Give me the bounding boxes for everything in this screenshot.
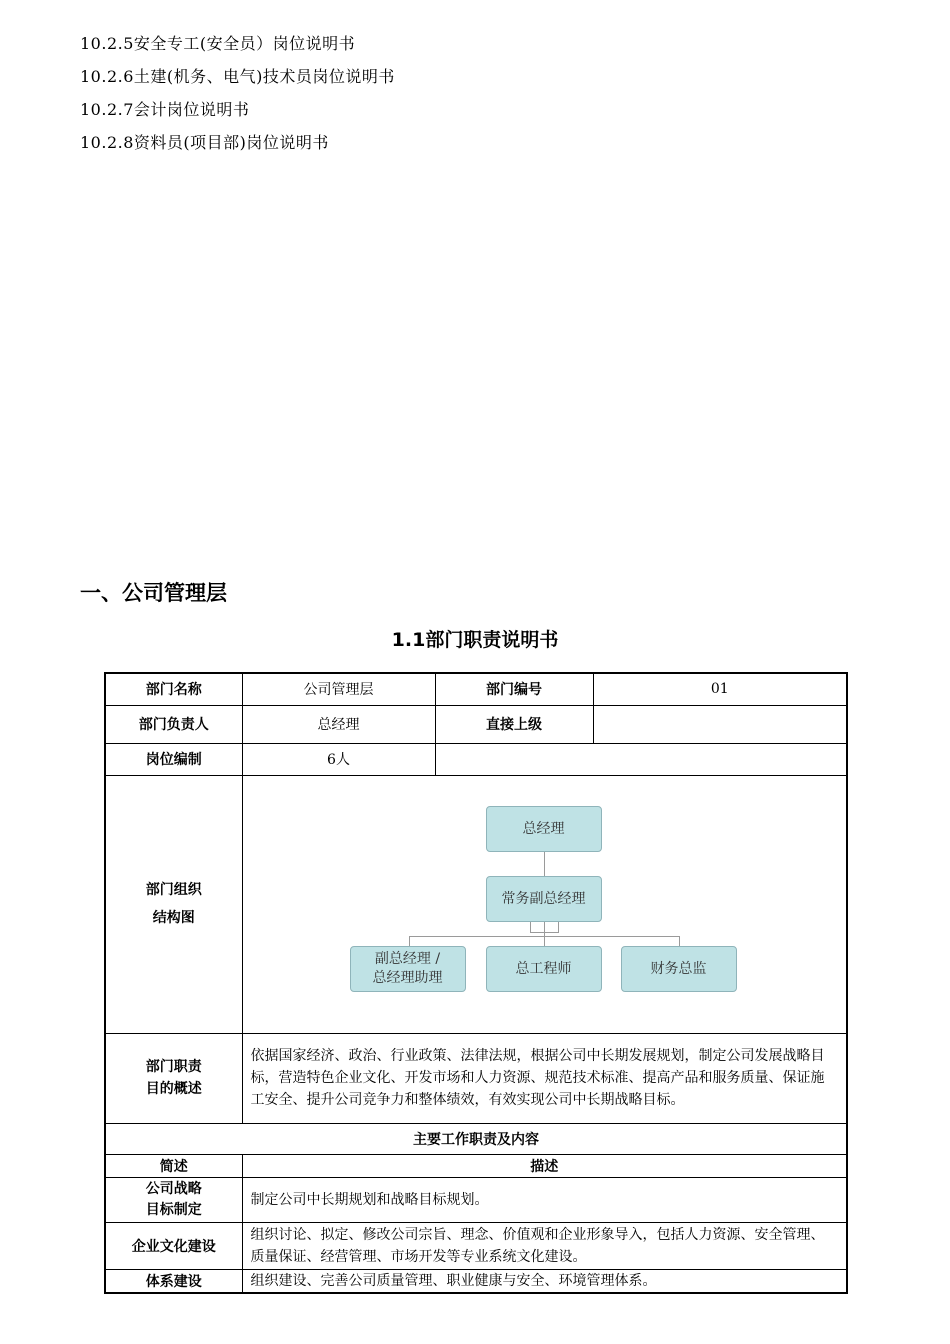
org-chart-cell	[242, 775, 847, 1033]
dept-name-label: 部门名称	[105, 673, 242, 705]
org-node-executive-deputy	[486, 876, 602, 922]
table-row	[105, 1269, 847, 1293]
row-brief	[105, 1177, 242, 1222]
org-node-cfo	[621, 946, 737, 992]
org-node-chief-engineer	[486, 946, 602, 992]
toc-item: 10.2.6土建(机务、电气)技术员岗位说明书	[80, 67, 395, 86]
toc-item: 10.2.8资料员(项目部)岗位说明书	[80, 133, 329, 152]
dept-name-value: 公司管理层	[242, 673, 435, 705]
row-description: 组织讨论、拟定、修改公司宗旨、理念、价值观和企业形象导入，包括人力资源、安全管理、质量保证、经营管理、市场开发等专业系统文化建设。	[242, 1222, 847, 1269]
org-node-label: 财务总监	[650, 960, 707, 977]
purpose-label-line2: 目的概述	[145, 1081, 202, 1097]
connector-line	[409, 936, 410, 946]
org-node-label: 总经理	[522, 820, 565, 837]
org-node-general-manager	[486, 806, 602, 852]
org-node-deputy-gm	[350, 946, 466, 992]
toc-list	[80, 30, 395, 162]
table-row	[105, 1222, 847, 1269]
row-description: 制定公司中长期规划和战略目标规划。	[242, 1177, 847, 1222]
org-chart-label	[105, 775, 242, 1033]
connector-line	[530, 932, 559, 933]
org-node-label: 总工程师	[515, 960, 572, 977]
org-node-label: 常务副总经理	[501, 890, 586, 907]
table-row	[105, 1177, 847, 1222]
org-chart-label-line1: 部门组织	[145, 882, 202, 898]
row-brief-line: 公司战略	[145, 1180, 202, 1197]
purpose-label	[105, 1033, 242, 1123]
purpose-text: 依据国家经济、政治、行业政策、法律法规，根据公司中长期发展规划，制定公司发展战略目标，营造特色企业文化、开发市场和人力资源、规范技术标准、提高产品和服务质量、保证施工安全、提升公司竞争力和整体绩效，有效实现公司中长期战略目标。	[242, 1033, 847, 1123]
org-chart-label-line2: 结构图	[152, 910, 195, 926]
row-brief: 企业文化建设	[105, 1222, 242, 1269]
empty-cell	[435, 743, 847, 775]
duties-header: 主要工作职责及内容	[105, 1123, 847, 1154]
org-chart	[243, 776, 843, 1032]
document-title: 1.1部门职责说明书	[391, 629, 559, 651]
column-header-description: 描述	[242, 1154, 847, 1177]
toc-item: 10.2.5安全专工(安全员）岗位说明书	[80, 34, 356, 53]
org-node-label: 副总经理 /	[374, 951, 441, 967]
dept-head-label: 部门负责人	[105, 705, 242, 743]
dept-no-label: 部门编号	[435, 673, 593, 705]
connector-line	[558, 922, 559, 932]
connector-line	[544, 922, 545, 937]
section-heading: 一、公司管理层	[80, 581, 227, 605]
connector-line	[679, 936, 680, 946]
row-brief: 体系建设	[105, 1269, 242, 1293]
staffing-label: 岗位编制	[105, 743, 242, 775]
superior-value	[593, 705, 847, 743]
row-brief-line: 目标制定	[145, 1201, 202, 1218]
toc-item: 10.2.7会计岗位说明书	[80, 100, 250, 119]
dept-no-value: 01	[593, 673, 847, 705]
dept-head-value: 总经理	[242, 705, 435, 743]
org-node-label: 总经理助理	[372, 970, 443, 986]
row-description: 组织建设、完善公司质量管理、职业健康与安全、环境管理体系。	[242, 1269, 847, 1293]
purpose-label-line1: 部门职责	[145, 1059, 202, 1075]
connector-line	[544, 936, 545, 946]
connector-line	[544, 852, 545, 877]
column-header-brief: 简述	[105, 1154, 242, 1177]
superior-label: 直接上级	[435, 705, 593, 743]
staffing-value: 6人	[242, 743, 435, 775]
connector-line	[530, 922, 531, 932]
dept-responsibility-table	[104, 672, 848, 1294]
